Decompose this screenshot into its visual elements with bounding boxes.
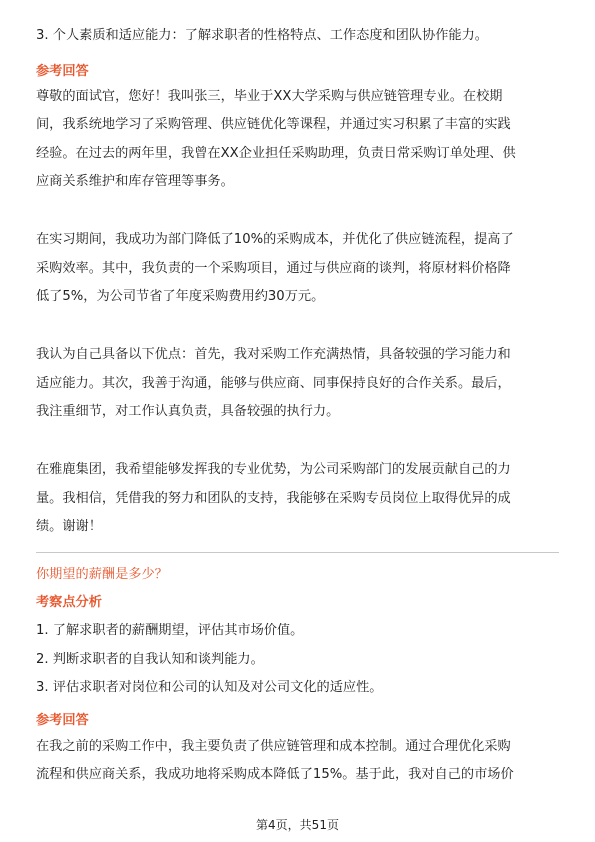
reference-answer-heading: 参考回答 — [36, 713, 89, 728]
analysis-heading: 考察点分析 — [36, 595, 102, 610]
section-divider — [36, 552, 559, 553]
paragraph-line: 经验。在过去的两年里，我曾在XX企业担任采购助理，负责日常采购订单处理、供 — [36, 146, 516, 161]
reference-answer-heading: 参考回答 — [36, 64, 89, 79]
paragraph-line: 流程和供应商关系，我成功地将采购成本降低了15%。基于此，我对自己的市场价 — [36, 767, 514, 782]
paragraph-line: 尊敬的面试官，您好！我叫张三，毕业于XX大学采购与供应链管理专业。在校期 — [36, 89, 503, 104]
paragraph-line: 量。我相信，凭借我的努力和团队的支持，我能够在采购专员岗位上取得优异的成 — [36, 491, 511, 506]
paragraph-line: 低了5%，为公司节省了年度采购费用约30万元。 — [36, 289, 325, 304]
paragraph-line: 间，我系统地学习了采购管理、供应链优化等课程，并通过实习积累了丰富的实践 — [36, 117, 511, 132]
paragraph-line: 在雅鹿集团，我希望能够发挥我的专业优势，为公司采购部门的发展贡献自己的力 — [36, 462, 511, 477]
paragraph-line: 绩。谢谢！ — [36, 519, 102, 534]
paragraph-line: 在我之前的采购工作中，我主要负责了供应链管理和成本控制。通过合理优化采购 — [36, 739, 511, 754]
analysis-item: 2. 判断求职者的自我认知和谈判能力。 — [36, 652, 264, 667]
paragraph-line: 应商关系维护和库存管理等事务。 — [36, 174, 234, 189]
paragraph-line: 采购效率。其中，我负责的一个采购项目，通过与供应商的谈判，将原材料价格降 — [36, 261, 511, 276]
paragraph-line: 在实习期间，我成功为部门降低了10%的采购成本，并优化了供应链流程，提高了 — [36, 232, 514, 247]
paragraph-line: 适应能力。其次，我善于沟通，能够与供应商、同事保持良好的合作关系。最后， — [36, 376, 511, 391]
criteria-item: 3. 个人素质和适应能力：了解求职者的性格特点、工作态度和团队协作能力。 — [36, 28, 488, 43]
paragraph-line: 我注重细节，对工作认真负责，具备较强的执行力。 — [36, 404, 340, 419]
analysis-item: 3. 评估求职者对岗位和公司的认知及对公司文化的适应性。 — [36, 680, 383, 695]
page-footer: 第4页，共51页 — [256, 818, 339, 832]
analysis-item: 1. 了解求职者的薪酬期望，评估其市场价值。 — [36, 623, 304, 638]
paragraph-line: 我认为自己具备以下优点：首先，我对采购工作充满热情，具备较强的学习能力和 — [36, 347, 511, 362]
question-title: 你期望的薪酬是多少？ — [36, 567, 168, 582]
